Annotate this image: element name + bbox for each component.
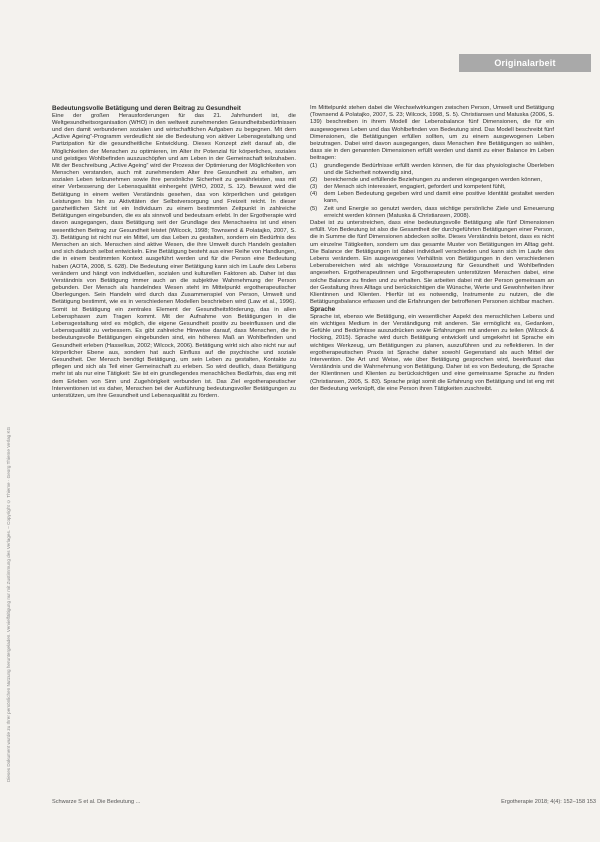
list-number: (5) — [310, 205, 318, 212]
list-text: bereichernde und erfüllende Beziehungen zu anderen eingegangen werden können, — [324, 176, 543, 183]
left-column — [52, 105, 296, 400]
right-column — [310, 105, 554, 393]
body-paragraph: Eine der großen Herausforderungen für das 21. Jahrhundert ist, die Weltgesundheitsorganisation (WHO) in den weltweit zunehmenden Gesundheitsbedürfnissen und den damit verbundenen sozialen und wirtschaftlichen Aufgaben zu begegnen. Mit dem „Active Ageing“-Programm verdeutlicht sie die Bedeutung von aktiver Lebensgestaltung und Partizipation für die gesundheitliche Entwicklung. Dieses Konzept zielt darauf ab, die Möglichkeiten der Menschen zu optimieren, im Alter ihr Potenzial für körperliches, soziales und geistiges Wohlbefinden auszuschöpfen und am Leben in der Gemeinschaft teilzuhaben. Mit der Beschreibung „Active Ageing“ wird der Prozess der Optimierung der Möglichkeiten von Menschen verstanden, auch mit zunehmendem Alter ihre Gesundheit zu erhalten, am sozialen Leben teilzunehmen sowie ihre persönliche Sicherheit zu gewährleisten, was mit einer Verbesserung der Lebensqualität einhergeht (WHO, 2002, S. 12). Bewusst wird die Betätigung in einem weiten Verständnis gesehen, das von körperlichen und geistigen Leistungen bis hin zu Aktivitäten der Selbstversorgung und Freizeit reicht. In dieser ganzheitlichen Sicht ist ein Individuum zu einem bestimmten Zeitpunkt in zahlreiche Betätigungen eingebunden, die es als sinnvoll und bedeutsam erlebt. In der Ergotherapie wird davon ausgegangen, dass Betätigung seit der Grundlage des Menschseins ist und einen wesentlichen Beitrag zur Gesundheit leistet (Wilcock, 1998; Townsend & Polatajko, 2007, S. 3). Betätigung ist nicht nur ein Mittel, um das Leben zu gestalten, sondern ein Bedürfnis des Menschen an sich. Menschen sind aktive Wesen, die ihre Umwelt durch Handeln gestalten und sich dadurch selbst entwickeln. Eine Betätigung besteht aus einer Reihe von Handlungen, die in einem bestimmten Kontext ausgeführt werden und für die Person eine Bedeutung haben (AOTA, 2008, S. 628). Die Bedeutung einer Betätigung kann sich im Laufe des Lebens verändern und hängt von individuellen, sozialen und kulturellen Faktoren ab. Daher ist das Verständnis von Betätigung immer auch an die subjektive Wahrnehmung der Person gebunden. Der Mensch als handelndes Wesen steht im Mittelpunkt ergotherapeutischer Überlegungen. Sein Handeln wird durch das Zusammenspiel von Person, Umwelt und Betätigung bestimmt, wie es in verschiedenen Modellen beschrieben wird (Law et al., 1996). Somit ist Betätigung ein zentrales Element der Gesundheitsförderung, das in allen Lebensphasen zum Tragen kommt. Mit der Aufnahme von Betätigungen in die Lebensgestaltung wird es möglich, die eigene Gesundheit positiv zu beeinflussen und die Lebensqualität zu verbessern. Es gibt zahlreiche Hinweise darauf, dass Menschen, die in bedeutungsvolle Betätigungen eingebunden sind, ein höheres Maß an Wohlbefinden und Gesundheit erleben (Hasselkus, 2002; Wilcock, 2006). Betätigung wirkt sich also nicht nur auf körperlicher Ebene aus, sondern hat auch Einfluss auf die psychische und soziale Gesundheit. Der Mensch benötigt Betätigung, um sein Leben zu gestalten, Kontakte zu pflegen und sich als Teil einer Gemeinschaft zu erleben. So wird deutlich, dass Betätigung mehr ist als nur eine Tätigkeit: Sie ist ein grundlegendes menschliches Bedürfnis, das eng mit dem Erleben von Sinn und Zugehörigkeit verbunden ist. Das Ziel ergotherapeutischer Interventionen ist es daher, Menschen bei der Ausführung bedeutungsvoller Betätigungen zu unterstützen, um ihre Gesundheit und Lebensqualität zu fördern. — [52, 112, 296, 399]
dimension-list — [310, 163, 554, 221]
section-heading: Bedeutungsvolle Betätigung und deren Beitrag zu Gesundheit — [52, 105, 241, 112]
list-item — [310, 206, 554, 220]
body-paragraph: Dabei ist zu unterstreichen, dass eine bedeutungsvolle Betätigung alle fünf Dimensionen erfüllt. Von Bedeutung ist also die Gesamtheit der durchgeführten Betätigungen einer Person, die in Summe die fünf Dimensionen abdecken sollte. Dieses Verständnis betont, dass es nicht um einzelne Tätigkeiten, sondern um das gesamte Muster von Betätigungen im Alltag geht. Die Balance der Betätigungen ist dabei individuell verschieden und kann sich im Laufe des Lebens verändern. Ein ausgewogenes Verhältnis von Betätigungen in den verschiedenen Lebensbereichen wird als wichtige Voraussetzung für Gesundheit und Wohlbefinden angesehen. Ergotherapeutinnen und Ergotherapeuten unterstützen Menschen dabei, eine solche Balance zu finden und zu erhalten. Sie arbeiten dabei mit der Person gemeinsam an der Gestaltung ihres Alltags und berücksichtigen die Wünsche, Werte und Gewohnheiten ihrer Klientinnen und Klienten. Hierfür ist es notwendig, Instrumente zu nutzen, die die Betätigungsbalance erfassen und die Erfahrungen der betroffenen Personen sichtbar machen. — [310, 220, 554, 306]
list-item — [310, 191, 554, 205]
list-text: Zeit und Energie so genutzt werden, dass wichtige persönliche Ziele und Erneuerung erreicht werden können (Matuska & Christiansen, 2008). — [324, 205, 554, 219]
list-item — [310, 177, 554, 184]
list-number: (4) — [310, 191, 318, 198]
list-text: grundlegende Bedürfnisse erfüllt werden können, die für das physiologische Überleben und die Sicherheit notwendig sind, — [324, 162, 554, 176]
footer-journal-info: Ergotherapie 2018; 4(4): 152–158 153 — [501, 799, 596, 805]
list-text: der Mensch sich interessiert, engagiert, gefordert und kompetent fühlt, — [324, 184, 506, 191]
intro-paragraph: Im Mittelpunkt stehen dabei die Wechselwirkungen zwischen Person, Umwelt und Betätigung (Townsend & Polatajko, 2007, S. 23; Wilcock, 1998, S. 5). Christiansen und Matuska (2006, S. 139) beschreiben in ihrem Modell der Lebensbalance fünf Dimensionen, die für ein ausgewogenes Leben und das Wohlbefinden von Bedeutung sind. Das Modell beschreibt fünf Dimensionen, die Betätigungen erfüllen sollten, um zu einem ausgewogenen Leben beizutragen. Dabei wird davon ausgegangen, dass Menschen ihre Betätigungen so wählen, dass sie in den genannten Dimensionen erfüllt werden und damit zu einer Balance im Leben beitragen: — [310, 105, 554, 162]
list-item — [310, 163, 554, 177]
section-badge: Originalarbeit — [459, 54, 591, 72]
list-number: (1) — [310, 162, 318, 169]
footer-citation: Schwarze S et al. Die Bedeutung ... — [52, 799, 141, 805]
list-item — [310, 184, 554, 191]
list-text: dem Leben Bedeutung gegeben wird und damit eine positive Identität gestaltet werden kann, — [324, 191, 554, 205]
body-paragraph: Sprache ist, ebenso wie Betätigung, ein wesentlicher Aspekt des menschlichen Lebens und ein wichtiges Medium in der Verständigung mit anderen. Sie ermöglicht es, Gedanken, Gefühle und Bedürfnisse auszudrücken sowie Erfahrungen mit anderen zu teilen (Wilcock & Hocking, 2015). Sprache wird durch Betätigung entwickelt und umgekehrt ist Sprache ein wichtiges Werkzeug, um Betätigungen zu planen, auszuführen und zu reflektieren. In der ergotherapeutischen Praxis ist Sprache daher sowohl Gegenstand als auch Mittel der Intervention. Die Art und Weise, wie über Betätigung gesprochen wird, beeinflusst das Verständnis und die Wahrnehmung von Betätigung. Daher ist es von Bedeutung, die Sprache der Klientinnen und Klienten zu berücksichtigen und eine gemeinsame Sprache zu finden (Christiansen, 2005, S. 83). Sprache prägt somit die Erfahrung von Betätigung und ist eng mit der Bedeutung verknüpft, die eine Person ihren Tätigkeiten zuschreibt. — [310, 313, 554, 392]
list-number: (2) — [310, 176, 318, 183]
section-heading: Sprache — [310, 306, 336, 314]
list-number: (3) — [310, 184, 318, 191]
copyright-side-note: Dieses Dokument wurde zu Ihrer persönlichen Nutzung heruntergeladen. Vervielfältigung nur mit Zustimmung des Verlages. – Copyright © Thieme · Georg Thieme Verlag KG — [6, 426, 11, 782]
